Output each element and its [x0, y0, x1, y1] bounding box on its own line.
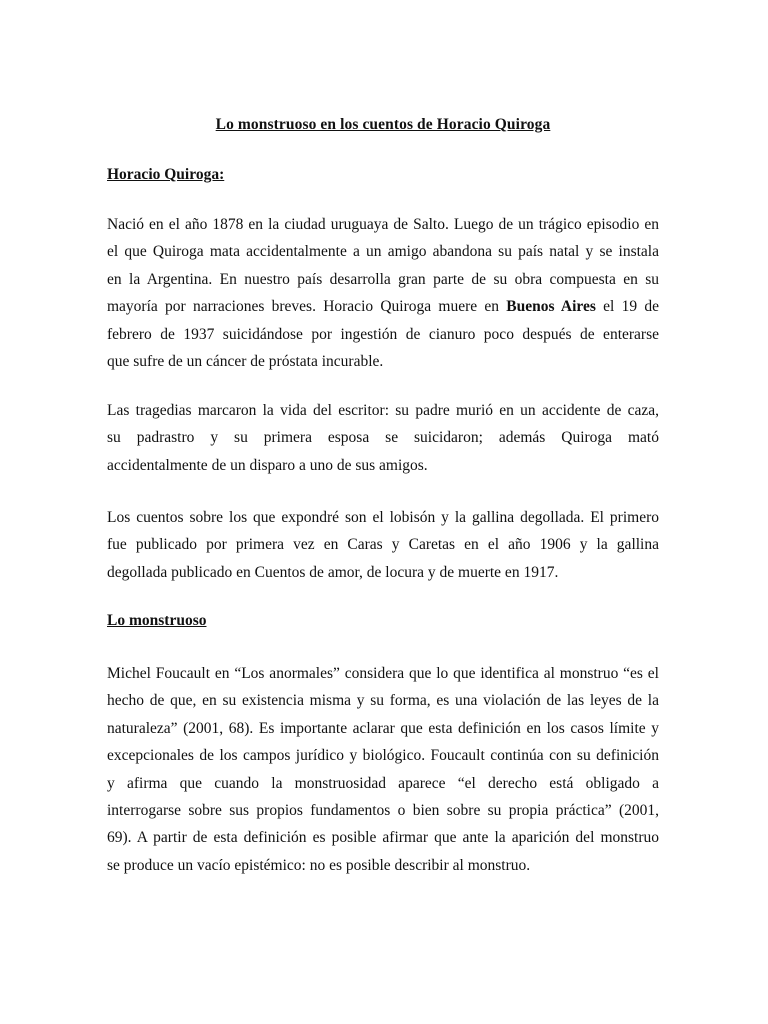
text-line: 69). A partir de esta definición es posible afirmar que ante la aparición del monstruo — [107, 829, 659, 847]
text-line: excepcionales de los campos jurídico y biológico. Foucault continúa con su definición — [107, 747, 659, 765]
text-line — [107, 293, 659, 320]
text-segment: mayoría por narraciones breves. Horacio Quiroga muere en — [107, 298, 500, 316]
text-line: el que Quiroga mata accidentalmente a un amigo abandona su país natal y se instala — [107, 243, 659, 261]
paragraph-stories — [107, 504, 659, 586]
text-line: Los cuentos sobre los que expondré son el lobisón y la gallina degollada. El primero — [107, 509, 659, 526]
text-line: accidentalmente de un disparo a uno de sus amigos. — [107, 456, 428, 474]
text-line: se produce un vacío epistémico: no es posible describir al monstruo. — [107, 856, 531, 874]
text-line: interrogarse sobre sus propios fundamentos o bien sobre su propia práctica” (2001, — [107, 802, 659, 820]
text-line: Nació en el año 1878 en la ciudad uruguaya de Salto. Luego de un trágico episodio en — [107, 216, 659, 233]
text-line: y afirma que cuando la monstruosidad aparece “el derecho está obligado a — [107, 774, 659, 792]
text-line: fue publicado por primera vez en Caras y Caretas en el año 1906 y la gallina — [107, 536, 659, 554]
text-line: hecho de que, en su existencia misma y su forma, es una violación de las leyes de la — [107, 692, 659, 710]
text-line: febrero de 1937 suicidándose por ingestión de cianuro poco después de enterarse — [107, 325, 659, 343]
text-line: su padrastro y su primera esposa se suicidaron; además Quiroga mató — [107, 429, 659, 447]
text-line: degollada publicado en Cuentos de amor, de locura y de muerte en 1917. — [107, 563, 559, 581]
text-line: Las tragedias marcaron la vida del escritor: su padre murió en un accidente de caza, — [107, 402, 659, 419]
document-title: Lo monstruoso en los cuentos de Horacio Quiroga — [215, 116, 551, 133]
bold-text-buenos-aires: Buenos Aires — [506, 298, 596, 316]
section-heading-horacio-quiroga: Horacio Quiroga: — [107, 166, 225, 183]
text-segment: el 19 de — [603, 298, 659, 316]
section-heading-lo-monstruoso: Lo monstruoso — [107, 612, 207, 629]
text-line: Michel Foucault en “Los anormales” considera que lo que identifica al monstruo “es el — [107, 665, 659, 682]
text-line: en la Argentina. En nuestro país desarrolla gran parte de su obra compuesta en su — [107, 270, 659, 288]
text-line: que sufre de un cáncer de próstata incurable. — [107, 353, 384, 371]
paragraph-foucault — [107, 660, 659, 879]
paragraph-biography — [107, 211, 659, 375]
paragraph-tragedies — [107, 397, 659, 479]
text-line: naturaleza” (2001, 68). Es importante aclarar que esta definición en los casos límite y — [107, 719, 659, 737]
